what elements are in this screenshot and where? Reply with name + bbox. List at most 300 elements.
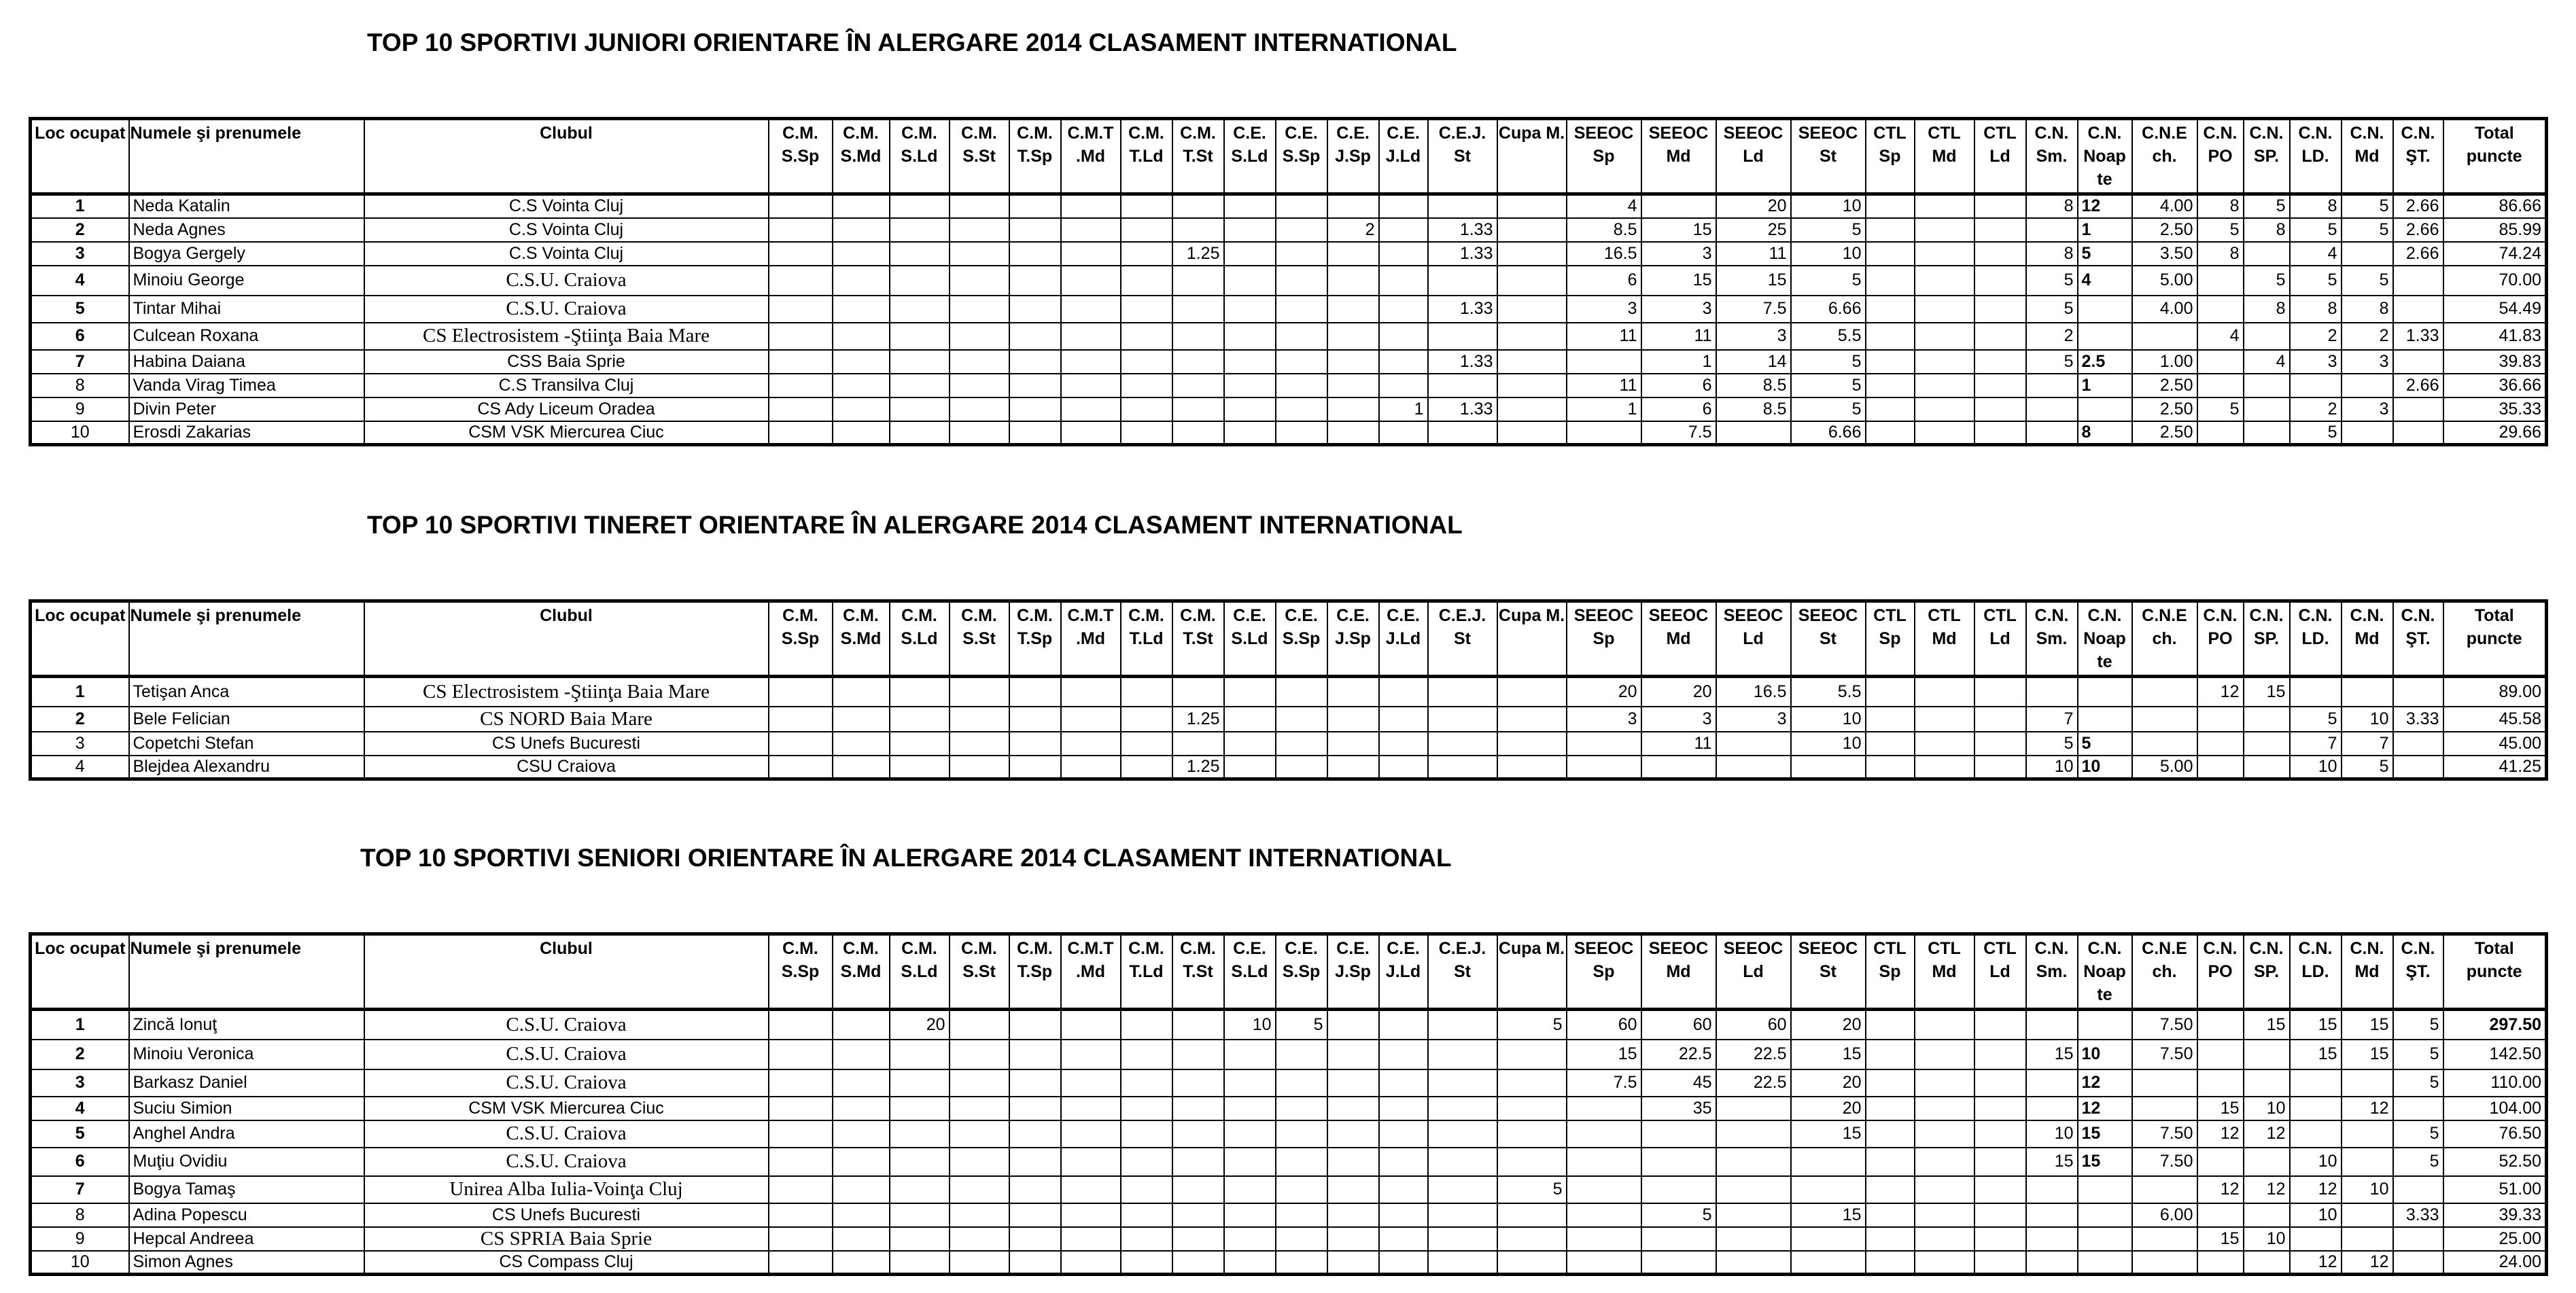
table-row (31, 296, 2547, 323)
table-row (31, 677, 2547, 707)
points-cell (2026, 1203, 2078, 1227)
points-cell (1379, 1176, 1428, 1203)
points-cell (1915, 374, 1974, 397)
points-cell (1497, 421, 1567, 445)
points-cell (1567, 350, 1641, 374)
points-cell (1224, 296, 1276, 323)
points-cell (2342, 242, 2393, 266)
points-cell: 7.50 (2132, 1120, 2197, 1148)
points-cell (1061, 1203, 1121, 1227)
points-cell (1224, 218, 1276, 242)
points-cell (1974, 1251, 2026, 1275)
points-cell (950, 756, 1009, 779)
column-header: Clubul (364, 601, 769, 677)
points-cell: 10 (1791, 732, 1866, 756)
points-cell (1974, 732, 2026, 756)
points-cell: 10 (1791, 194, 1866, 218)
points-cell (1009, 1069, 1061, 1097)
points-cell (1224, 707, 1276, 732)
points-cell (1327, 1176, 1379, 1203)
column-header: C.E. J.Ld (1379, 119, 1428, 194)
points-cell (1327, 677, 1379, 707)
points-cell (1224, 1227, 1276, 1251)
total-points: 39.33 (2443, 1203, 2547, 1227)
points-cell (1061, 756, 1121, 779)
points-cell: 7 (2342, 732, 2393, 756)
points-cell (1915, 732, 1974, 756)
column-header: C.N.E ch. (2132, 601, 2197, 677)
table-row (31, 1251, 2547, 1275)
points-cell: 8 (2197, 194, 2244, 218)
points-cell (833, 1069, 890, 1097)
rank-cell: 10 (31, 421, 129, 445)
column-header: C.E. S.Ld (1224, 119, 1276, 194)
points-cell: 8 (2197, 242, 2244, 266)
points-cell (1915, 1227, 1974, 1251)
athlete-name: Minoiu Veronica (129, 1040, 364, 1069)
points-cell: 60 (1641, 1010, 1716, 1040)
points-cell (1379, 242, 1428, 266)
athlete-name: Habina Daiana (129, 350, 364, 374)
points-cell: 5 (2393, 1010, 2443, 1040)
points-cell (1866, 1097, 1915, 1120)
points-cell: 7 (2026, 707, 2078, 732)
column-header: C.M. T.St (1172, 934, 1224, 1010)
points-cell (1641, 1120, 1716, 1148)
points-cell (769, 296, 833, 323)
points-cell (1428, 1069, 1497, 1097)
club-name: C.S.U. Craiova (364, 1069, 769, 1097)
points-cell (1009, 242, 1061, 266)
rank-cell: 8 (31, 1203, 129, 1227)
points-cell: 20 (1791, 1010, 1866, 1040)
points-cell (1428, 1040, 1497, 1069)
column-header: SEEOC Ld (1716, 934, 1791, 1010)
rank-cell: 2 (31, 218, 129, 242)
points-cell: 5.5 (1791, 323, 1866, 350)
column-header: Loc ocupat (31, 601, 129, 677)
points-cell (950, 732, 1009, 756)
points-cell (1866, 350, 1915, 374)
points-cell (890, 756, 950, 779)
athlete-name: Barkasz Daniel (129, 1069, 364, 1097)
points-cell (833, 707, 890, 732)
column-header: SEEOC Sp (1567, 119, 1641, 194)
points-cell: 11 (1567, 374, 1641, 397)
points-cell (1121, 677, 1172, 707)
points-cell (1172, 1176, 1224, 1203)
points-cell: 1.33 (2393, 323, 2443, 350)
table-row (31, 374, 2547, 397)
points-cell: 6.00 (2132, 1203, 2197, 1227)
points-cell (890, 1069, 950, 1097)
column-header: CTL Md (1915, 119, 1974, 194)
points-cell (1009, 1251, 1061, 1275)
rank-cell: 4 (31, 266, 129, 296)
ranking-table (29, 117, 2548, 446)
points-cell (1172, 218, 1224, 242)
points-cell (1327, 1040, 1379, 1069)
points-cell (2078, 677, 2132, 707)
points-cell (1866, 242, 1915, 266)
points-cell (1641, 1148, 1716, 1176)
points-cell (2132, 707, 2197, 732)
header-row (31, 934, 2547, 1010)
points-cell (1379, 732, 1428, 756)
points-cell (890, 397, 950, 421)
column-header: Numele şi prenumele (129, 119, 364, 194)
points-cell: 10 (2290, 1203, 2342, 1227)
points-cell (1428, 707, 1497, 732)
points-cell (1121, 323, 1172, 350)
table-row (31, 707, 2547, 732)
total-points: 89.00 (2443, 677, 2547, 707)
points-cell (1121, 1203, 1172, 1227)
club-name: C.S.U. Craiova (364, 266, 769, 296)
column-header: C.M. T.St (1172, 119, 1224, 194)
points-cell (2078, 1176, 2132, 1203)
points-cell (833, 1120, 890, 1148)
points-cell: 15 (1641, 218, 1716, 242)
total-points: 52.50 (2443, 1148, 2547, 1176)
points-cell (1327, 397, 1379, 421)
points-cell (1061, 1069, 1121, 1097)
points-cell (1497, 296, 1567, 323)
points-cell (950, 677, 1009, 707)
points-cell (1172, 1097, 1224, 1120)
club-name: C.S.U. Craiova (364, 1010, 769, 1040)
points-cell (1172, 1040, 1224, 1069)
athlete-name: Culcean Roxana (129, 323, 364, 350)
points-cell: 5 (1791, 397, 1866, 421)
points-cell (1497, 1097, 1567, 1120)
points-cell (1428, 1120, 1497, 1148)
total-points: 86.66 (2443, 194, 2547, 218)
points-cell (2244, 1069, 2290, 1097)
column-header: Total puncte (2443, 934, 2547, 1010)
points-cell (1061, 1040, 1121, 1069)
points-cell (890, 1227, 950, 1251)
points-cell (1121, 374, 1172, 397)
column-header: CTL Sp (1866, 601, 1915, 677)
points-cell (950, 1040, 1009, 1069)
points-cell (1276, 242, 1327, 266)
points-cell: 12 (2078, 194, 2132, 218)
column-header: C.M. S.Ld (890, 601, 950, 677)
points-cell (1172, 732, 1224, 756)
total-points: 297.50 (2443, 1010, 2547, 1040)
points-cell: 1.33 (1428, 296, 1497, 323)
points-cell (1009, 374, 1061, 397)
points-cell: 16.5 (1567, 242, 1641, 266)
points-cell (1009, 707, 1061, 732)
points-cell: 5 (1791, 350, 1866, 374)
points-cell: 2 (2026, 323, 2078, 350)
points-cell (1915, 1176, 1974, 1203)
points-cell (1009, 1227, 1061, 1251)
points-cell (1915, 323, 1974, 350)
points-cell: 22.5 (1716, 1069, 1791, 1097)
points-cell (890, 242, 950, 266)
points-cell (1497, 266, 1567, 296)
athlete-name: Neda Katalin (129, 194, 364, 218)
total-points: 41.83 (2443, 323, 2547, 350)
points-cell (769, 1120, 833, 1148)
points-cell: 10 (2026, 756, 2078, 779)
points-cell: 11 (1716, 242, 1791, 266)
table-row (31, 756, 2547, 779)
points-cell (1327, 350, 1379, 374)
points-cell: 5 (2342, 756, 2393, 779)
points-cell (1061, 732, 1121, 756)
club-name: C.S.U. Craiova (364, 1040, 769, 1069)
athlete-name: Divin Peter (129, 397, 364, 421)
table-row (31, 1203, 2547, 1227)
points-cell: 10 (2244, 1097, 2290, 1120)
points-cell (833, 323, 890, 350)
points-cell (769, 421, 833, 445)
points-cell: 5 (1791, 266, 1866, 296)
points-cell (2290, 374, 2342, 397)
column-header: C.E. J.Ld (1379, 601, 1428, 677)
points-cell (833, 194, 890, 218)
points-cell (769, 1010, 833, 1040)
athlete-name: Vanda Virag Timea (129, 374, 364, 397)
points-cell: 15 (2026, 1148, 2078, 1176)
points-cell (2393, 1227, 2443, 1251)
club-name: CSM VSK Miercurea Ciuc (364, 421, 769, 445)
points-cell (1379, 1251, 1428, 1275)
points-cell (1567, 1251, 1641, 1275)
club-name: C.S.U. Craiova (364, 1120, 769, 1148)
athlete-name: Bele Felician (129, 707, 364, 732)
table-row (31, 350, 2547, 374)
points-cell: 4 (1567, 194, 1641, 218)
column-header: Cupa M. (1497, 601, 1567, 677)
points-cell: 22.5 (1641, 1040, 1716, 1069)
points-cell: 10 (2078, 756, 2132, 779)
points-cell (1379, 1227, 1428, 1251)
points-cell (1866, 194, 1915, 218)
points-cell: 1.25 (1172, 756, 1224, 779)
points-cell (1974, 677, 2026, 707)
points-cell (1009, 1097, 1061, 1120)
points-cell (2197, 1203, 2244, 1227)
points-cell (1915, 1010, 1974, 1040)
column-header: C.M. T.Ld (1121, 601, 1172, 677)
points-cell (1915, 218, 1974, 242)
points-cell (1121, 218, 1172, 242)
column-header: Numele şi prenumele (129, 934, 364, 1010)
points-cell (1567, 732, 1641, 756)
points-cell (1428, 1251, 1497, 1275)
points-cell (1974, 1203, 2026, 1227)
points-cell (1428, 421, 1497, 445)
points-cell (2078, 397, 2132, 421)
points-cell: 20 (1567, 677, 1641, 707)
points-cell (1866, 1251, 1915, 1275)
points-cell: 5 (1276, 1010, 1327, 1040)
club-name: Unirea Alba Iulia-Voinţa Cluj (364, 1176, 769, 1203)
points-cell (1121, 1040, 1172, 1069)
points-cell: 12 (2078, 1097, 2132, 1120)
points-cell (890, 350, 950, 374)
points-cell: 7.50 (2132, 1148, 2197, 1176)
column-header: SEEOC Ld (1716, 601, 1791, 677)
points-cell (1379, 1120, 1428, 1148)
points-cell: 2 (2290, 397, 2342, 421)
points-cell: 10 (2244, 1227, 2290, 1251)
points-cell: 12 (2290, 1251, 2342, 1275)
points-cell (833, 242, 890, 266)
athlete-name: Neda Agnes (129, 218, 364, 242)
points-cell: 8 (2244, 296, 2290, 323)
points-cell (1172, 677, 1224, 707)
table-row (31, 1176, 2547, 1203)
points-cell: 16.5 (1716, 677, 1791, 707)
column-header: C.N. SP. (2244, 601, 2290, 677)
points-cell: 10 (2342, 1176, 2393, 1203)
athlete-name: Bogya Tamaş (129, 1176, 364, 1203)
column-header: Total puncte (2443, 119, 2547, 194)
total-points: 29.66 (2443, 421, 2547, 445)
points-cell (1974, 194, 2026, 218)
points-cell: 8.5 (1716, 374, 1791, 397)
points-cell (2026, 397, 2078, 421)
points-cell (1121, 1010, 1172, 1040)
points-cell: 20 (1791, 1097, 1866, 1120)
points-cell (2197, 1251, 2244, 1275)
column-header: CTL Md (1915, 601, 1974, 677)
points-cell: 3 (1567, 707, 1641, 732)
points-cell (1866, 707, 1915, 732)
points-cell (1379, 350, 1428, 374)
points-cell: 5 (2393, 1120, 2443, 1148)
points-cell (2197, 266, 2244, 296)
club-name: CS NORD Baia Mare (364, 707, 769, 732)
column-header: C.N. SP. (2244, 934, 2290, 1010)
points-cell: 12 (2342, 1251, 2393, 1275)
points-cell (1428, 1227, 1497, 1251)
points-cell: 8.5 (1716, 397, 1791, 421)
points-cell: 2 (2290, 323, 2342, 350)
points-cell (833, 296, 890, 323)
points-cell: 15 (2244, 677, 2290, 707)
points-cell (1172, 1251, 1224, 1275)
points-cell: 15 (1641, 266, 1716, 296)
points-cell (1379, 296, 1428, 323)
points-cell (950, 1010, 1009, 1040)
points-cell (1276, 218, 1327, 242)
club-name: CS SPRIA Baia Sprie (364, 1227, 769, 1251)
rank-cell: 3 (31, 732, 129, 756)
points-cell (1327, 242, 1379, 266)
points-cell: 15 (2026, 1040, 2078, 1069)
column-header: C.E. S.Ld (1224, 934, 1276, 1010)
column-header: C.N. Md (2342, 934, 2393, 1010)
points-cell (1567, 1148, 1641, 1176)
points-cell (2078, 323, 2132, 350)
column-header: C.N. SP. (2244, 119, 2290, 194)
points-cell (1121, 397, 1172, 421)
points-cell (1379, 677, 1428, 707)
points-cell (833, 421, 890, 445)
points-cell (1497, 1120, 1567, 1148)
points-cell: 15 (2342, 1040, 2393, 1069)
points-cell (1224, 266, 1276, 296)
points-cell (1061, 296, 1121, 323)
points-cell (1428, 732, 1497, 756)
points-cell (1974, 1010, 2026, 1040)
column-header: C.E. S.Ld (1224, 601, 1276, 677)
points-cell (1866, 218, 1915, 242)
points-cell (1497, 397, 1567, 421)
points-cell (769, 397, 833, 421)
points-cell: 5 (1791, 374, 1866, 397)
points-cell (950, 296, 1009, 323)
points-cell: 3 (2342, 397, 2393, 421)
points-cell (1009, 1040, 1061, 1069)
points-cell (1009, 266, 1061, 296)
points-cell (1009, 397, 1061, 421)
points-cell: 7 (2290, 732, 2342, 756)
points-cell (2393, 677, 2443, 707)
points-cell (1327, 1120, 1379, 1148)
column-header: C.E.J. St (1428, 601, 1497, 677)
athlete-name: Simon Agnes (129, 1251, 364, 1275)
points-cell (950, 218, 1009, 242)
points-cell: 11 (1567, 323, 1641, 350)
points-cell (769, 374, 833, 397)
points-cell (890, 323, 950, 350)
points-cell (1716, 1203, 1791, 1227)
points-cell (2078, 1010, 2132, 1040)
column-header: CTL Sp (1866, 119, 1915, 194)
points-cell (1276, 677, 1327, 707)
column-header: C.N. LD. (2290, 601, 2342, 677)
points-cell (1915, 1069, 1974, 1097)
points-cell: 1.33 (1428, 218, 1497, 242)
column-header: C.E. S.Sp (1276, 934, 1327, 1010)
points-cell (2244, 1148, 2290, 1176)
athlete-name: Erosdi Zakarias (129, 421, 364, 445)
column-header: SEEOC Ld (1716, 119, 1791, 194)
points-cell (950, 1097, 1009, 1120)
points-cell (1641, 194, 1716, 218)
points-cell (833, 266, 890, 296)
points-cell: 12 (2197, 1176, 2244, 1203)
column-header: C.E. S.Sp (1276, 601, 1327, 677)
total-points: 85.99 (2443, 218, 2547, 242)
points-cell (1061, 242, 1121, 266)
athlete-name: Suciu Simion (129, 1097, 364, 1120)
points-cell (1716, 421, 1791, 445)
total-points: 54.49 (2443, 296, 2547, 323)
column-header: C.M. S.Md (833, 934, 890, 1010)
points-cell (1121, 421, 1172, 445)
points-cell (1974, 1120, 2026, 1148)
points-cell (1497, 1040, 1567, 1069)
column-header: C.N. LD. (2290, 934, 2342, 1010)
points-cell (1915, 296, 1974, 323)
points-cell (890, 266, 950, 296)
rank-cell: 2 (31, 707, 129, 732)
column-header: CTL Ld (1974, 601, 2026, 677)
column-header: C.N. Noap te (2078, 934, 2132, 1010)
total-points: 25.00 (2443, 1227, 2547, 1251)
table-row (31, 323, 2547, 350)
points-cell (2132, 1227, 2197, 1251)
